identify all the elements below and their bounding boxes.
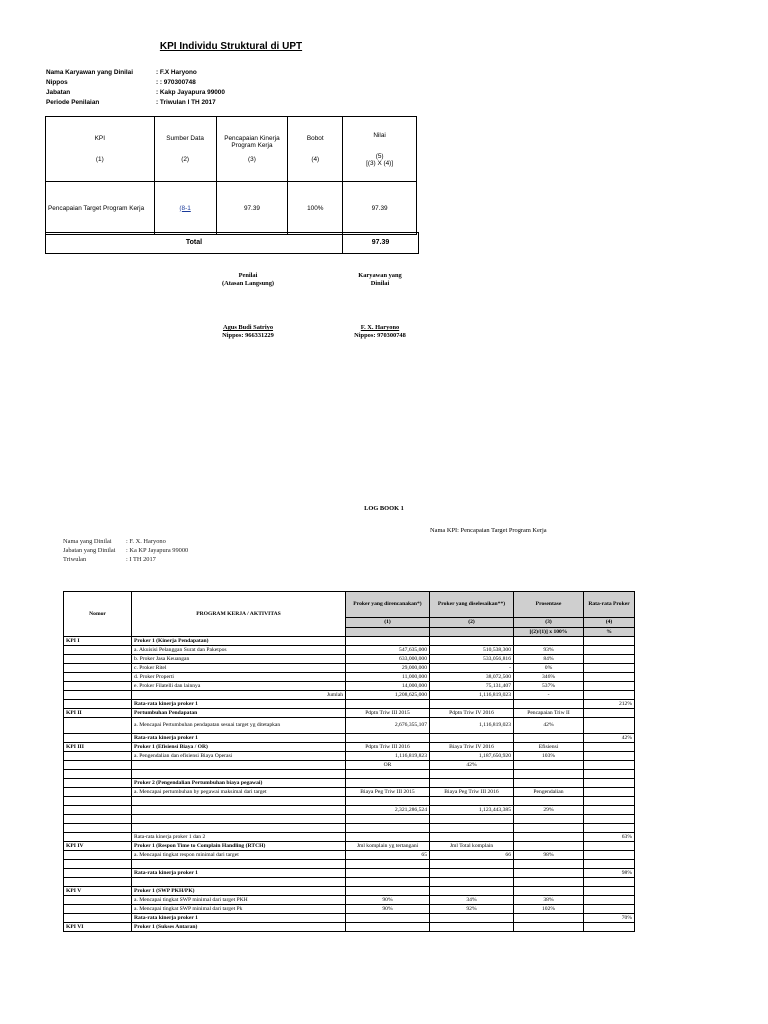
- table-cell: 14,000,000: [346, 682, 430, 691]
- table-row: [64, 896, 635, 905]
- table-cell: [64, 718, 132, 734]
- table-cell: 42%: [584, 734, 635, 743]
- table-cell: [430, 824, 514, 833]
- table-cell: [346, 887, 430, 896]
- table-row: [64, 815, 635, 824]
- table-cell: [64, 851, 132, 860]
- table-cell: [584, 842, 635, 851]
- table-cell: 65: [346, 851, 430, 860]
- table-cell: 75,131,407: [430, 682, 514, 691]
- info-row-periode: Periode Penilaian : Triwulan I TH 2017: [46, 99, 216, 106]
- table-cell: 93%: [514, 646, 584, 655]
- table-cell: [584, 709, 635, 718]
- total-value: 97.39: [371, 239, 390, 246]
- table-cell: [584, 673, 635, 682]
- header-nomor: Nomor: [64, 592, 132, 637]
- table-cell: [514, 815, 584, 824]
- kpi-cell-bobot: 100%: [288, 182, 343, 235]
- table-cell: [514, 842, 584, 851]
- table-row: [64, 682, 635, 691]
- logbook-kpi-name: Nama KPI: Pencapaian Target Program Kerja: [430, 527, 547, 534]
- kpi-header-pencapaian: Pencapaian Kinerja Program Kerja (3): [216, 117, 288, 182]
- table-row: [64, 664, 635, 673]
- table-cell: [132, 770, 346, 779]
- table-cell: [64, 673, 132, 682]
- table-cell: 1,116,819,023: [430, 691, 514, 700]
- table-cell: [64, 655, 132, 664]
- table-cell: 42%: [430, 761, 514, 770]
- logbook-table: [63, 591, 635, 932]
- table-cell: 1,116,819,023: [430, 718, 514, 734]
- logbook-info-row: Triwulan : I TH 2017: [63, 556, 156, 563]
- table-cell: [346, 860, 430, 869]
- table-cell: Proker 1 (SWP PKH/PK): [132, 887, 346, 896]
- table-cell: Rata-rata kinerja proker 1: [132, 734, 346, 743]
- table-cell: 29,000,000: [346, 664, 430, 673]
- table-cell: 38,072,500: [430, 673, 514, 682]
- table-cell: [514, 700, 584, 709]
- header-c2: Proker yang diselesaikan**): [430, 592, 514, 618]
- table-row: [64, 824, 635, 833]
- table-cell: [430, 878, 514, 887]
- table-cell: 2,676,355,107: [346, 718, 430, 734]
- table-cell: 70%: [584, 914, 635, 923]
- table-cell: [430, 833, 514, 842]
- table-cell: [584, 905, 635, 914]
- table-cell: Pdptn Triw IV 2016: [430, 709, 514, 718]
- table-cell: Pengendalian: [514, 788, 584, 797]
- logbook-body: [64, 637, 635, 932]
- table-cell: [584, 646, 635, 655]
- table-cell: [346, 700, 430, 709]
- logbook-info: [63, 537, 188, 564]
- table-cell: [584, 887, 635, 896]
- table-row: [64, 691, 635, 700]
- table-cell: Proker 1 (Efisiensi Biaya / OR): [132, 743, 346, 752]
- table-row: [64, 743, 635, 752]
- table-cell: [64, 761, 132, 770]
- table-cell: 34%: [430, 896, 514, 905]
- table-cell: Biaya Peg Triw III 2016: [430, 788, 514, 797]
- table-cell: [430, 770, 514, 779]
- table-cell: 547,635,000: [346, 646, 430, 655]
- table-cell: [430, 914, 514, 923]
- table-cell: [430, 734, 514, 743]
- table-row: [64, 788, 635, 797]
- table-cell: Jumlah: [132, 691, 346, 700]
- table-cell: [64, 734, 132, 743]
- sumber-data-link[interactable]: (8-1: [179, 204, 191, 212]
- table-cell: 98%: [584, 869, 635, 878]
- table-cell: [584, 878, 635, 887]
- table-cell: [346, 914, 430, 923]
- table-cell: c. Proker Ritel: [132, 664, 346, 673]
- penilai-signature-title: Penilai (Atasan Langsung): [221, 272, 275, 287]
- logbook-header-formula: [(2)/(1)] x 100% %: [64, 627, 635, 636]
- table-cell: [346, 878, 430, 887]
- header-program: PROGRAM KERJA / AKTIVITAS: [132, 592, 346, 637]
- header-c4: Rata-rata Proker: [584, 592, 635, 618]
- info-row-jabatan: Jabatan : Kakp Jayapura 99000: [46, 89, 225, 96]
- table-cell: [514, 878, 584, 887]
- table-cell: Jml Total komplain: [430, 842, 514, 851]
- table-cell: [64, 905, 132, 914]
- kpi-cell-name: Pencapaian Target Program Kerja: [46, 182, 155, 235]
- table-row: [64, 734, 635, 743]
- kpi-cell-nilai: 97.39: [343, 182, 417, 235]
- table-cell: KPI I: [64, 637, 132, 646]
- table-cell: Proker 2 (Pengendalian Pertumbuhan biaya pegawai): [132, 779, 346, 788]
- table-cell: a. Mencapai pertumbuhan by pegawai maksimal dari target: [132, 788, 346, 797]
- table-cell: Biaya Peg Triw III 2015: [346, 788, 430, 797]
- table-cell: 633,000,000: [346, 655, 430, 664]
- table-cell: a. Akuisisi Pelanggan Surat dan Paketpos: [132, 646, 346, 655]
- table-cell: [64, 878, 132, 887]
- table-cell: 1,116,819,823: [346, 752, 430, 761]
- table-cell: [514, 734, 584, 743]
- table-cell: Pencapaian Triw II: [514, 709, 584, 718]
- table-row: [64, 718, 635, 734]
- table-cell: [132, 797, 346, 806]
- table-cell: [514, 824, 584, 833]
- table-cell: KPI V: [64, 887, 132, 896]
- table-cell: [584, 761, 635, 770]
- table-row: [64, 887, 635, 896]
- table-cell: [584, 743, 635, 752]
- table-cell: 2,321,286,524: [346, 806, 430, 815]
- kpi-header-kpi: KPI (1): [46, 117, 155, 182]
- table-cell: 1,208,625,000: [346, 691, 430, 700]
- table-cell: [430, 797, 514, 806]
- karyawan-signature-title: Karyawan yang Dinilai: [358, 272, 402, 287]
- info-row-nippos: Nippos : : 970300748: [46, 79, 196, 86]
- header-c3: Prosentase: [514, 592, 584, 618]
- table-cell: 98%: [514, 851, 584, 860]
- table-row: [64, 761, 635, 770]
- table-cell: [64, 682, 132, 691]
- table-cell: [64, 664, 132, 673]
- table-cell: [64, 914, 132, 923]
- table-cell: [132, 761, 346, 770]
- table-cell: Proker 1 (Kinerja Pendapatan): [132, 637, 346, 646]
- kpi-header-bobot: Bobot (4): [288, 117, 343, 182]
- table-cell: [584, 664, 635, 673]
- table-cell: 11,000,000: [346, 673, 430, 682]
- table-cell: [346, 833, 430, 842]
- logbook-header-row: [64, 592, 635, 618]
- table-cell: KPI III: [64, 743, 132, 752]
- table-cell: a. Mencapai Pertumbuhan pendapatan sesuai target yg ditetapkan: [132, 718, 346, 734]
- table-cell: 66: [430, 851, 514, 860]
- table-cell: 0%: [514, 664, 584, 673]
- table-cell: a. Pengendalian dan efisiensi Biaya Operasi: [132, 752, 346, 761]
- table-row: [64, 842, 635, 851]
- table-cell: [514, 770, 584, 779]
- table-cell: [64, 770, 132, 779]
- table-cell: Rata-rata kinerja proker 1: [132, 700, 346, 709]
- table-cell: [584, 655, 635, 664]
- table-cell: [64, 833, 132, 842]
- table-cell: [584, 788, 635, 797]
- kpi-cell-sumber[interactable]: [154, 182, 216, 235]
- table-cell: [64, 806, 132, 815]
- table-cell: -: [430, 664, 514, 673]
- table-cell: [346, 797, 430, 806]
- table-cell: [64, 752, 132, 761]
- table-cell: a. Mencapai tingkat SWP minimal dari target PKH: [132, 896, 346, 905]
- table-cell: [584, 896, 635, 905]
- table-cell: [584, 860, 635, 869]
- table-cell: [64, 815, 132, 824]
- table-row: [64, 869, 635, 878]
- table-cell: [132, 815, 346, 824]
- table-row: [64, 833, 635, 842]
- table-row: [64, 700, 635, 709]
- table-cell: [514, 797, 584, 806]
- kpi-table-header: [46, 117, 417, 182]
- table-cell: [584, 806, 635, 815]
- table-cell: OR: [346, 761, 430, 770]
- table-cell: [64, 797, 132, 806]
- table-cell: [64, 700, 132, 709]
- table-cell: Rata-rata kinerja proker 1: [132, 869, 346, 878]
- table-row: [64, 914, 635, 923]
- table-cell: [64, 788, 132, 797]
- table-cell: [346, 923, 430, 932]
- table-cell: 1,187,650,920: [430, 752, 514, 761]
- kpi-table-row: [46, 182, 417, 235]
- table-row: [64, 709, 635, 718]
- kpi-header-sumber: Sumber Data (2): [154, 117, 216, 182]
- table-cell: -: [514, 691, 584, 700]
- table-cell: 533,056,816: [430, 655, 514, 664]
- penilai-signature-name: Agus Budi Satriyo Nippos: 966331229: [222, 324, 274, 339]
- table-cell: [514, 779, 584, 788]
- table-cell: Proker 1 (Sukses Antaran): [132, 923, 346, 932]
- logbook-header-codes: (1) (2) (3) (4): [64, 618, 635, 627]
- table-cell: Pertumbuhan Pendapatan: [132, 709, 346, 718]
- table-row: [64, 752, 635, 761]
- total-row: [45, 232, 419, 254]
- table-cell: a. Mencapai tingkat respon minimal dari target: [132, 851, 346, 860]
- table-cell: 38%: [514, 896, 584, 905]
- header-c1: Proker yang direncanakan*): [346, 592, 430, 618]
- table-cell: [346, 770, 430, 779]
- kpi-header-nilai: Nilai (5) [(3) X (4)]: [343, 117, 417, 182]
- table-cell: 29%: [514, 806, 584, 815]
- table-cell: Rata-rata kinerja proker 1: [132, 914, 346, 923]
- table-cell: 84%: [514, 655, 584, 664]
- page-title: KPI Individu Struktural di UPT: [159, 41, 303, 52]
- table-cell: [430, 887, 514, 896]
- table-row: [64, 878, 635, 887]
- total-label: Total: [46, 233, 343, 253]
- table-cell: Proker 1 (Respon Time to Complain Handling (RTCH): [132, 842, 346, 851]
- table-cell: [584, 797, 635, 806]
- table-cell: Rata-rata kinerja proker 1 dan 2: [132, 833, 346, 842]
- table-cell: 510,538,300: [430, 646, 514, 655]
- table-cell: a. Mencapai tingkat SWP minimal dari target Pk: [132, 905, 346, 914]
- kpi-table: [45, 116, 417, 235]
- table-row: [64, 637, 635, 646]
- table-cell: [346, 637, 430, 646]
- table-cell: [514, 869, 584, 878]
- table-row: [64, 779, 635, 788]
- table-cell: [584, 779, 635, 788]
- table-cell: [514, 887, 584, 896]
- table-cell: [132, 806, 346, 815]
- table-cell: [64, 896, 132, 905]
- table-cell: [584, 851, 635, 860]
- kpi-cell-pencapaian: 97.39: [216, 182, 288, 235]
- table-cell: [514, 833, 584, 842]
- table-cell: 1,123,443,385: [430, 806, 514, 815]
- table-cell: 346%: [514, 673, 584, 682]
- table-cell: [514, 860, 584, 869]
- table-cell: [64, 860, 132, 869]
- table-cell: [132, 878, 346, 887]
- table-row: [64, 655, 635, 664]
- table-cell: [430, 869, 514, 878]
- table-cell: [514, 923, 584, 932]
- logbook-info-row: Nama yang Dinilai : F. X. Haryono: [63, 538, 166, 545]
- table-cell: [430, 700, 514, 709]
- table-cell: 90%: [346, 896, 430, 905]
- table-cell: [430, 923, 514, 932]
- table-cell: [584, 752, 635, 761]
- table-cell: 537%: [514, 682, 584, 691]
- table-cell: [584, 815, 635, 824]
- table-row: [64, 806, 635, 815]
- table-cell: 92%: [430, 905, 514, 914]
- table-cell: [64, 779, 132, 788]
- table-cell: [64, 646, 132, 655]
- table-cell: KPI IV: [64, 842, 132, 851]
- table-cell: [132, 860, 346, 869]
- table-cell: b. Proker Jasa Keuangan: [132, 655, 346, 664]
- table-row: [64, 646, 635, 655]
- table-cell: Jml komplain yg tertangani: [346, 842, 430, 851]
- table-cell: [430, 860, 514, 869]
- table-cell: KPI VI: [64, 923, 132, 932]
- table-cell: 90%: [346, 905, 430, 914]
- table-row: [64, 905, 635, 914]
- table-cell: d. Proker Properti: [132, 673, 346, 682]
- table-cell: [346, 815, 430, 824]
- info-row-name: Nama Karyawan yang Dinilai : F.X Haryono: [46, 69, 197, 76]
- table-cell: Pdptn Triw III 2016: [346, 743, 430, 752]
- table-cell: 212%: [584, 700, 635, 709]
- table-cell: [584, 691, 635, 700]
- table-cell: Pdptn Triw III 2015: [346, 709, 430, 718]
- table-cell: [346, 734, 430, 743]
- table-cell: [64, 869, 132, 878]
- employee-info: [46, 68, 225, 108]
- table-cell: [514, 914, 584, 923]
- table-cell: [584, 637, 635, 646]
- logbook-title: LOG BOOK 1: [364, 505, 404, 512]
- table-row: [64, 860, 635, 869]
- karyawan-signature-name: F. X. Haryono Nippos: 970300748: [354, 324, 406, 339]
- table-row: [64, 673, 635, 682]
- table-cell: [132, 824, 346, 833]
- table-cell: 102%: [514, 905, 584, 914]
- logbook-info-row: Jabatan yang Dinilai : Ka KP Jayapura 99000: [63, 547, 189, 554]
- table-row: [64, 770, 635, 779]
- table-cell: [584, 770, 635, 779]
- table-row: [64, 923, 635, 932]
- table-cell: [430, 815, 514, 824]
- table-cell: Efisiensi: [514, 743, 584, 752]
- table-cell: Biaya Triw IV 2016: [430, 743, 514, 752]
- table-cell: [514, 637, 584, 646]
- table-cell: [346, 869, 430, 878]
- table-cell: [584, 682, 635, 691]
- table-cell: [514, 761, 584, 770]
- table-cell: [430, 637, 514, 646]
- table-row: [64, 851, 635, 860]
- table-cell: KPI II: [64, 709, 132, 718]
- table-cell: e. Proker Filatelli dan lainnya: [132, 682, 346, 691]
- table-cell: [430, 779, 514, 788]
- table-cell: [64, 824, 132, 833]
- table-cell: [64, 691, 132, 700]
- table-cell: 42%: [514, 718, 584, 734]
- table-cell: 103%: [514, 752, 584, 761]
- table-cell: [584, 824, 635, 833]
- table-cell: [584, 718, 635, 734]
- table-cell: [346, 779, 430, 788]
- table-cell: [584, 923, 635, 932]
- table-row: [64, 797, 635, 806]
- table-cell: [346, 824, 430, 833]
- table-cell: 63%: [584, 833, 635, 842]
